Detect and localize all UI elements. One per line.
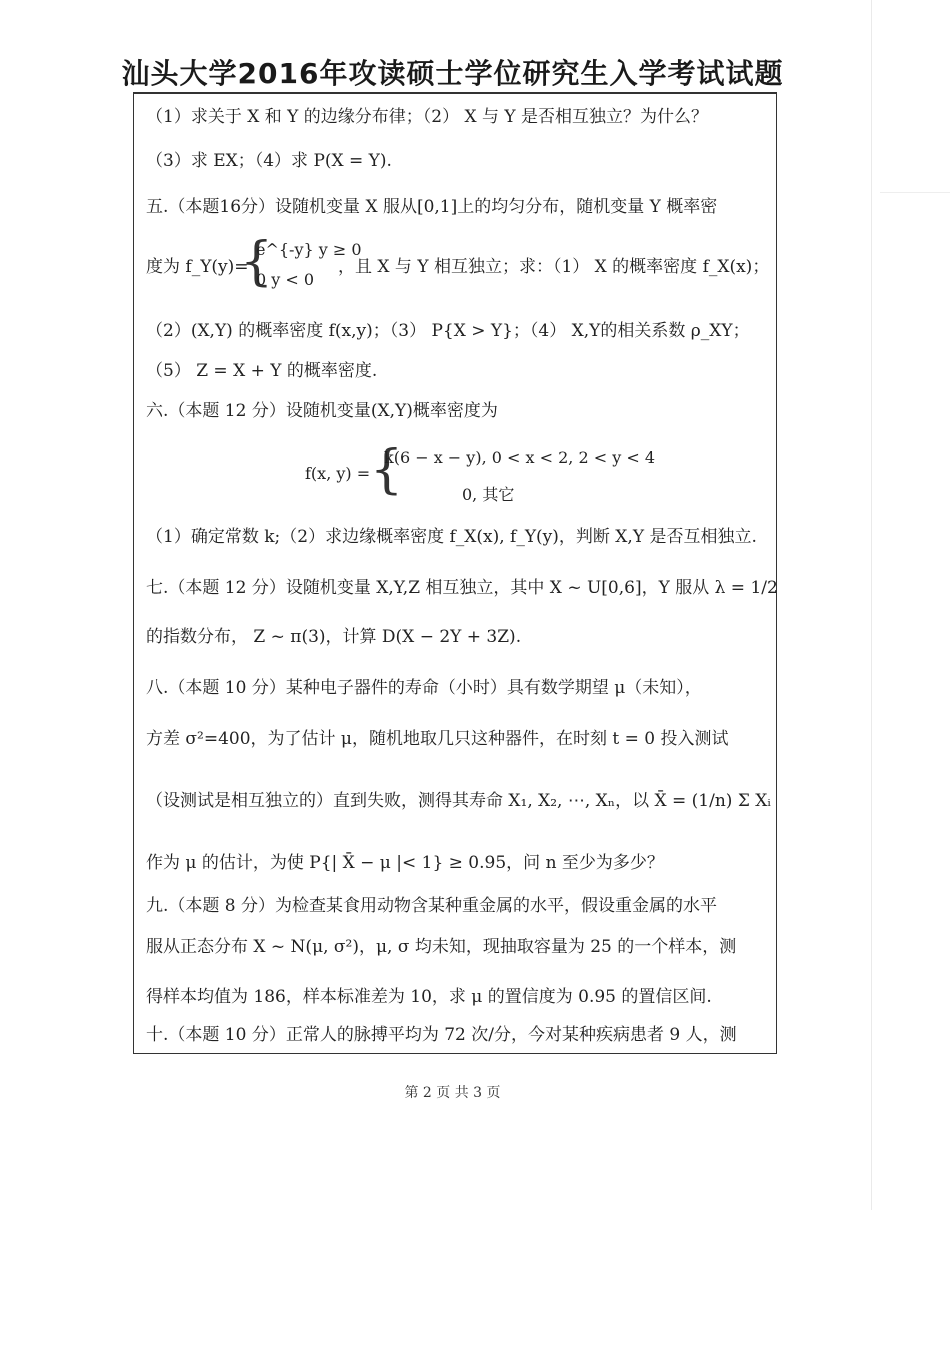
question-line: 作为 μ 的估计，为使 P{| X̄ − μ |< 1} ≥ 0.95，问 n 至少为多少？ [146,853,664,873]
question-line: 七.（本题 12 分）设随机变量 X,Y,Z 相互独立，其中 X ~ U[0,6]，Y 服从 λ = 1/2 [146,578,778,598]
question-line: 的指数分布， Z ~ π(3)，计算 D(X − 2Y + 3Z). [146,627,522,647]
question-line: 六.（本题 12 分）设随机变量(X,Y)概率密度为 [146,401,498,421]
question-line: （5） Z = X + Y 的概率密度. [146,361,378,381]
page-number: 第 2 页 共 3 页 [404,1085,501,1101]
question-line: ，且 X 与 Y 相互独立；求：（1） X 的概率密度 f_X(x)； [338,257,770,277]
question-line: 得样本均值为 186，样本标准差为 10，求 μ 的置信度为 0.95 的置信区间. [146,987,712,1007]
formula-case: 0 y < 0 [256,270,315,289]
question-line: （设测试是相互独立的）直到失败，测得其寿命 X₁, X₂, ⋯, Xₙ，以 X̄ = (1/n) Σ Xᵢ [146,791,771,811]
question-line: （1）确定常数 k;（2）求边缘概率密度 f_X(x), f_Y(y)，判断 X,Y 是否互相独立. [146,527,757,547]
question-line: 五.（本题16分）设随机变量 X 服从[0,1]上的均匀分布，随机变量 Y 概率密 [146,197,718,217]
question-line: （2）(X,Y) 的概率密度 f(x,y)；（3） P{X > Y}；（4） X,Y的相关系数 ρ_XY； [146,321,750,341]
page-title: 汕头大学2016年攻读硕士学位研究生入学考试试题 [121,57,784,90]
question-line: （1）求关于 X 和 Y 的边缘分布律；（2） X 与 Y 是否相互独立？为什么？ [146,107,709,127]
formula-case: k(6 − x − y), 0 < x < 2, 2 < y < 4 [384,448,656,467]
question-line: （3）求 EX；（4）求 P(X = Y). [146,151,392,171]
formula-lhs: f(x, y) = [305,464,371,483]
scan-mark [880,192,950,193]
question-line: 十.（本题 10 分）正常人的脉搏平均为 72 次/分，今对某种疾病患者 9 人，测 [146,1025,737,1045]
brace-symbol: { [240,232,274,292]
scan-edge [871,0,872,1210]
brace-symbol: { [370,440,404,500]
formula-case: 0, 其它 [462,485,515,504]
question-line: 八.（本题 10 分）某种电子器件的寿命（小时）具有数学期望 μ（未知）， [146,678,702,698]
question-line: 服从正态分布 X ~ N(μ, σ²)，μ, σ 均未知，现抽取容量为 25 的一个样本，测 [146,937,737,957]
formula-case: e^{-y} y ≥ 0 [256,240,362,259]
formula-lhs: 度为 f_Y(y)= [146,257,249,277]
question-line: 九.（本题 8 分）为检查某食用动物含某种重金属的水平，假设重金属的水平 [146,896,718,916]
question-line: 方差 σ²=400，为了估计 μ，随机地取几只这种器件，在时刻 t = 0 投入测试 [146,729,729,749]
